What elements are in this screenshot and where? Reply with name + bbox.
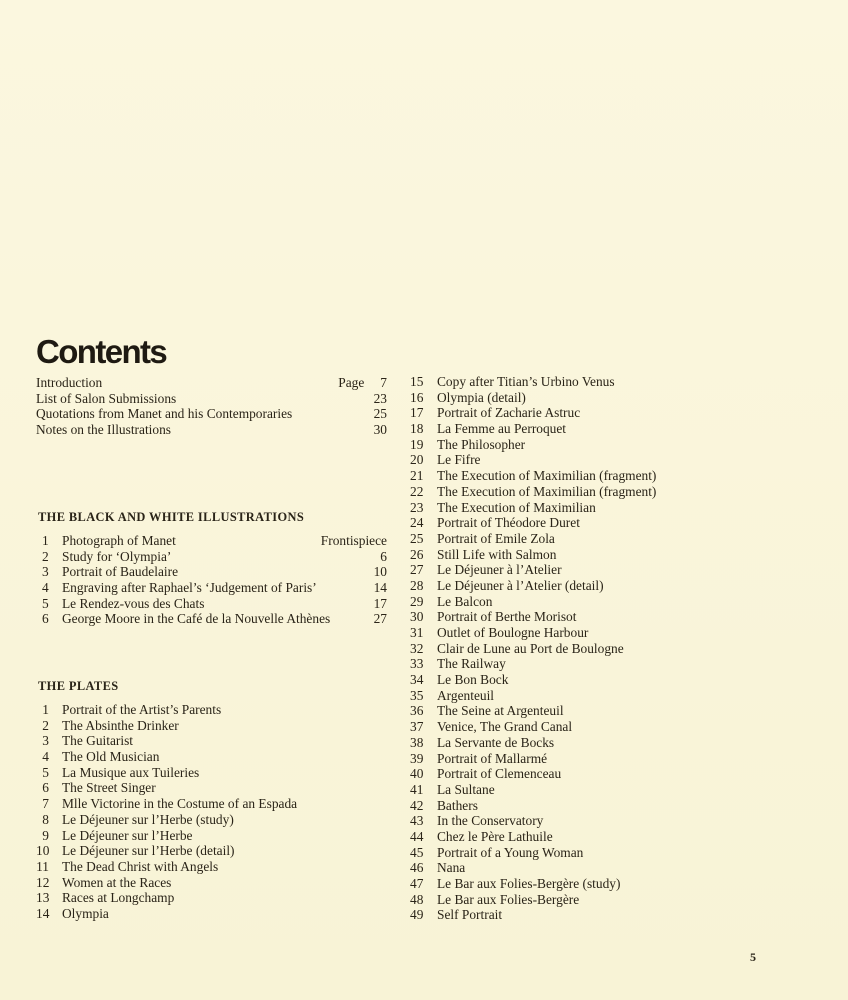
page-number-ref: 27 (373, 611, 387, 627)
page-number-ref: 14 (373, 580, 387, 596)
plate-number: 3 (42, 733, 49, 749)
plate-title: Bathers (437, 797, 478, 813)
plate-item (410, 766, 690, 782)
plate-number: 4 (42, 749, 49, 765)
plate-number: 1 (42, 702, 49, 717)
plate-title: The Execution of Maximilian (fragment) (437, 468, 657, 484)
plate-item (410, 437, 690, 453)
front-matter-item (36, 391, 387, 407)
entry-title: Notes on the Illustrations (36, 422, 172, 438)
plate-number: 42 (410, 797, 424, 813)
plate-title: Argenteuil (437, 687, 495, 703)
plate-item (410, 421, 690, 437)
plate-number: 26 (410, 546, 424, 562)
plate-number: 35 (410, 687, 424, 703)
plate-title: The Absinthe Drinker (62, 717, 179, 733)
entry-title: List of Salon Submissions (36, 390, 177, 406)
plate-number: 12 (36, 874, 50, 890)
plates-list-right (410, 374, 690, 923)
plate-number: 31 (410, 625, 424, 640)
plate-number: 5 (42, 764, 49, 780)
plate-title: The Guitarist (62, 733, 134, 749)
plate-item (36, 780, 387, 796)
plate-item (410, 860, 690, 876)
plate-number: 32 (410, 640, 424, 656)
plate-title: The Execution of Maximilian (437, 499, 596, 515)
plate-item (410, 562, 690, 578)
plate-number: 13 (36, 890, 50, 906)
plate-item (410, 829, 690, 845)
plate-number: 21 (410, 468, 424, 484)
front-matter-item (36, 422, 387, 438)
page-number-ref: 25 (373, 406, 387, 422)
plate-title: Le Balcon (437, 593, 493, 609)
plate-title: Portrait of Emile Zola (437, 530, 555, 546)
plates-list-left (36, 702, 387, 922)
bw-illustrations-heading: THE BLACK AND WHITE ILLUSTRATIONS (38, 510, 305, 524)
plate-number: 22 (410, 483, 424, 499)
plate-item (410, 845, 690, 861)
entry-title: Introduction (36, 375, 103, 390)
plate-item (36, 765, 387, 781)
plate-item (410, 907, 690, 923)
plate-title: The Railway (437, 656, 506, 672)
plate-number: 46 (410, 860, 424, 876)
plate-item (410, 813, 690, 829)
entry-title: Portrait of Baudelaire (62, 564, 179, 580)
page-number-ref: 6 (380, 548, 387, 564)
bw-illustration-item (36, 596, 387, 612)
plate-item (410, 625, 690, 641)
plate-item (410, 547, 690, 563)
plate-number: 39 (410, 750, 424, 766)
plate-item (36, 812, 387, 828)
entry-title: Photograph of Manet (62, 533, 176, 548)
plate-number: 18 (410, 421, 424, 437)
plate-number: 33 (410, 656, 424, 672)
entry-number: 5 (42, 595, 49, 611)
plate-title: Olympia (62, 905, 109, 921)
entry-number: 3 (42, 564, 49, 580)
plate-title: La Musique aux Tuileries (62, 764, 200, 780)
plate-item (410, 390, 690, 406)
plate-number: 23 (410, 499, 424, 515)
plate-title: Le Déjeuner sur l’Herbe (study) (62, 811, 234, 827)
plate-item (410, 735, 690, 751)
plate-number: 37 (410, 719, 424, 735)
plate-number: 25 (410, 530, 424, 546)
bw-illustration-item (36, 533, 387, 549)
plate-item (410, 641, 690, 657)
entry-title: Quotations from Manet and his Contemporaries (36, 406, 293, 422)
plate-title: Le Bar aux Folies-Bergère (437, 891, 580, 907)
bw-illustration-item (36, 549, 387, 565)
plate-title: Outlet of Boulogne Harbour (437, 625, 589, 640)
plate-title: Le Déjeuner à l’Atelier (detail) (437, 577, 604, 593)
plate-number: 8 (42, 811, 49, 827)
entry-title: Engraving after Raphael’s ‘Judgement of Paris’ (62, 580, 317, 596)
plate-number: 36 (410, 703, 424, 719)
entry-number: 4 (42, 580, 49, 596)
plate-title: The Execution of Maximilian (fragment) (437, 483, 657, 499)
plate-number: 2 (42, 717, 49, 733)
entry-title: George Moore in the Café de la Nouvelle Athènes (62, 611, 331, 627)
plate-number: 40 (410, 766, 424, 782)
plate-number: 16 (410, 389, 424, 405)
plate-item (36, 733, 387, 749)
bw-illustration-item (36, 611, 387, 627)
plate-title: Portrait of Théodore Duret (437, 515, 580, 531)
plate-item (410, 656, 690, 672)
plate-number: 43 (410, 813, 424, 829)
plate-title: Portrait of Clemenceau (437, 766, 562, 782)
page-number-ref: 23 (373, 390, 387, 406)
plate-number: 19 (410, 436, 424, 452)
plate-title: Portrait of Zacharie Astruc (437, 405, 581, 421)
plate-number: 20 (410, 452, 424, 468)
plate-number: 6 (42, 780, 49, 796)
plate-number: 27 (410, 562, 424, 578)
page-number-ref: 30 (373, 422, 387, 438)
plate-item (36, 796, 387, 812)
plate-title: The Street Singer (62, 780, 156, 796)
plate-title: Venice, The Grand Canal (437, 719, 573, 735)
front-matter-item (36, 375, 387, 391)
plate-item (36, 890, 387, 906)
plate-item (410, 531, 690, 547)
plate-title: Self Portrait (437, 907, 503, 923)
plate-item (36, 875, 387, 891)
plates-heading: THE PLATES (38, 679, 119, 693)
plate-title: Clair de Lune au Port de Boulogne (437, 640, 624, 656)
plate-title: Mlle Victorine in the Costume of an Espada (62, 796, 298, 812)
plate-title: The Dead Christ with Angels (62, 858, 219, 874)
plate-number: 7 (42, 796, 49, 812)
entry-title: Study for ‘Olympia’ (62, 548, 172, 564)
plate-title: The Philosopher (437, 436, 526, 452)
plate-title: Le Déjeuner sur l’Herbe (detail) (62, 843, 235, 859)
plate-item (410, 798, 690, 814)
page-number-ref: 10 (373, 564, 387, 580)
plate-item (36, 859, 387, 875)
plate-number: 48 (410, 891, 424, 907)
plate-number: 11 (36, 858, 49, 874)
plate-item (410, 578, 690, 594)
plate-title: Chez le Père Lathuile (437, 828, 553, 844)
plate-item (36, 906, 387, 922)
entry-number: 6 (42, 611, 49, 627)
plate-item (410, 374, 690, 390)
plate-item (410, 500, 690, 516)
plate-item (36, 828, 387, 844)
plate-number: 34 (410, 672, 424, 688)
plate-item (410, 452, 690, 468)
plate-title: Copy after Titian’s Urbino Venus (437, 374, 615, 389)
plate-title: In the Conservatory (437, 813, 544, 829)
plate-number: 17 (410, 405, 424, 421)
plate-item (410, 468, 690, 484)
plate-number: 15 (410, 374, 424, 389)
plate-item (410, 515, 690, 531)
plate-title: Still Life with Salmon (437, 546, 557, 562)
plate-title: La Servante de Bocks (437, 734, 555, 750)
plate-title: Le Bon Bock (437, 672, 509, 688)
page-number-ref: Frontispiece (320, 533, 387, 548)
plate-title: Olympia (detail) (437, 389, 526, 405)
bw-illustration-item (36, 564, 387, 580)
plate-number: 14 (36, 905, 50, 921)
plate-item (410, 484, 690, 500)
bw-illustration-item (36, 580, 387, 596)
plate-title: La Sultane (437, 781, 495, 797)
front-matter-item (36, 406, 387, 422)
plate-item (410, 703, 690, 719)
plate-item (410, 782, 690, 798)
plate-title: Le Déjeuner à l’Atelier (437, 562, 562, 578)
plate-item (410, 751, 690, 767)
page-word-label: Page (338, 375, 365, 390)
plate-item (36, 843, 387, 859)
plate-title: Portrait of a Young Woman (437, 844, 584, 860)
plate-number: 29 (410, 593, 424, 609)
plate-title: La Femme au Perroquet (437, 421, 567, 437)
plate-item (410, 892, 690, 908)
plate-number: 10 (36, 843, 50, 859)
plate-number: 24 (410, 515, 424, 531)
plate-item (410, 688, 690, 704)
page-number-ref: 17 (373, 595, 387, 611)
page-title: Contents (36, 333, 167, 370)
bw-illustrations-list (36, 533, 387, 627)
entry-title: Le Rendez-vous des Chats (62, 595, 205, 611)
plate-number: 28 (410, 577, 424, 593)
plate-number: 9 (42, 827, 49, 843)
plate-item (36, 718, 387, 734)
plate-item (410, 609, 690, 625)
plate-number: 30 (410, 609, 424, 625)
entry-number: 2 (42, 548, 49, 564)
plate-item (410, 876, 690, 892)
entry-number: 1 (42, 533, 49, 548)
front-matter-list (36, 375, 387, 438)
plate-number: 49 (410, 907, 424, 923)
plate-number: 44 (410, 828, 424, 844)
plate-title: Races at Longchamp (62, 890, 175, 906)
plate-title: Portrait of Berthe Morisot (437, 609, 577, 625)
plate-title: Portrait of Mallarmé (437, 750, 548, 766)
plate-title: Women at the Races (62, 874, 172, 890)
plate-number: 45 (410, 844, 424, 860)
plate-title: Le Déjeuner sur l’Herbe (62, 827, 193, 843)
plate-item (410, 672, 690, 688)
plate-title: Le Bar aux Folies-Bergère (study) (437, 876, 621, 891)
plate-item (36, 702, 387, 718)
plate-item (410, 719, 690, 735)
plate-number: 47 (410, 876, 424, 891)
plate-item (410, 405, 690, 421)
plate-item (36, 749, 387, 765)
plate-item (410, 594, 690, 610)
page-number: 5 (750, 950, 756, 964)
plate-title: Nana (437, 860, 466, 876)
plate-title: The Seine at Argenteuil (437, 703, 564, 719)
plate-number: 38 (410, 734, 424, 750)
page-number-ref: 7 (380, 375, 387, 390)
plate-title: The Old Musician (62, 749, 160, 765)
plate-title: Le Fifre (437, 452, 481, 468)
plate-number: 41 (410, 781, 424, 797)
plate-title: Portrait of the Artist’s Parents (62, 702, 222, 717)
